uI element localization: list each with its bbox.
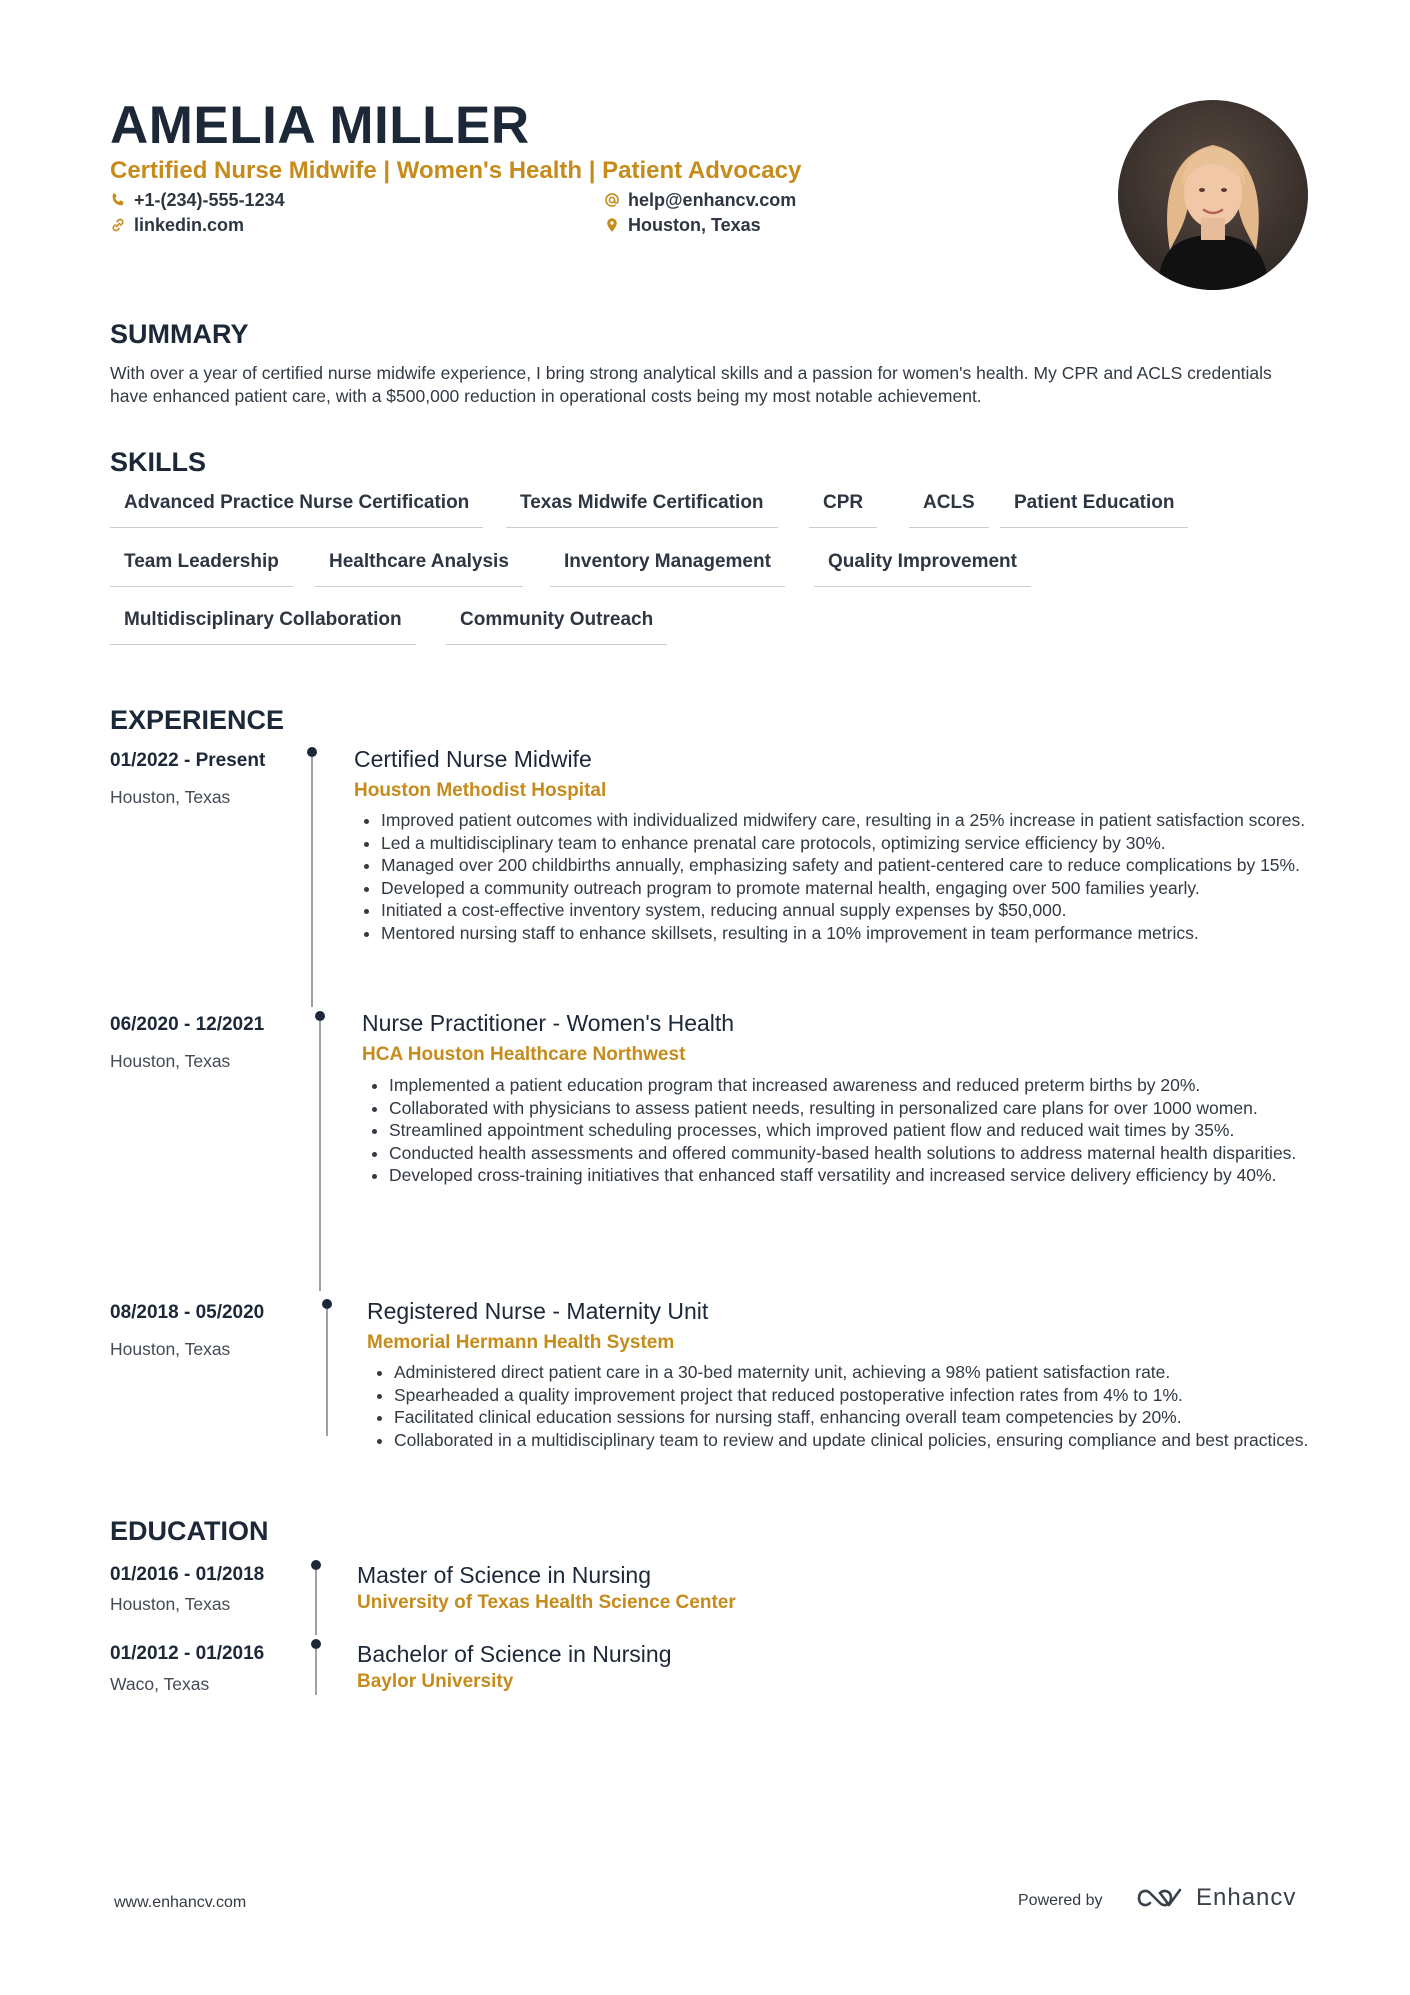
summary-text: With over a year of certified nurse midwife experience, I bring strong analytical skills and a passion for women's health. My CPR and ACLS credentials have enhanced patient care, with a $500,000 reduction in operational costs being my most notable achievement. (110, 363, 1272, 406)
skills-heading: SKILLS (110, 447, 207, 477)
contact-location (604, 214, 761, 236)
job-title: Registered Nurse - Maternity Unit (367, 1298, 709, 1324)
timeline-line (311, 757, 313, 1007)
job-bullets (362, 1074, 1339, 1187)
contact-phone (110, 189, 285, 211)
skill-tag: Multidisciplinary Collaboration (110, 608, 416, 645)
list-item: • Collaborated with physicians to assess patient needs, resulting in personalized care plans for over 1000 women. (389, 1097, 1339, 1120)
timeline-line (315, 1570, 317, 1635)
skill-tag: Team Leadership (110, 550, 293, 587)
candidate-name: AMELIA MILLER (110, 96, 530, 155)
skill-tag: Healthcare Analysis (315, 550, 523, 587)
education-dates: 01/2016 - 01/2018 (110, 1564, 265, 1585)
list-item: • Developed a community outreach program to promote maternal health, engaging over 500 families yearly. (381, 877, 1331, 900)
list-item: • Administered direct patient care in a 30-bed maternity unit, achieving a 98% patient satisfaction rate. (394, 1361, 1314, 1384)
list-item: • Mentored nursing staff to enhance skillsets, resulting in a 10% improvement in team performance metrics. (381, 922, 1331, 945)
link-icon (110, 217, 126, 233)
job-dates: 06/2020 - 12/2021 (110, 1014, 265, 1035)
timeline-dot (322, 1299, 332, 1309)
location-text: Houston, Texas (628, 215, 761, 235)
job-dates: 01/2022 - Present (110, 750, 266, 771)
list-item: • Developed cross-training initiatives that enhanced staff versatility and increased service delivery efficiency by 40%. (389, 1164, 1339, 1187)
location-pin-icon (604, 217, 620, 233)
job-company: Memorial Hermann Health System (367, 1332, 675, 1353)
list-item: • Collaborated in a multidisciplinary team to review and update clinical policies, ensuring compliance and best practices. (394, 1429, 1314, 1452)
list-item: • Improved patient outcomes with individualized midwifery care, resulting in a 25% increase in patient satisfaction scores. (381, 809, 1331, 832)
timeline-dot (311, 1560, 321, 1570)
timeline-dot (307, 747, 317, 757)
education-school: University of Texas Health Science Center (357, 1592, 736, 1613)
at-sign-icon (604, 192, 620, 208)
job-company: Houston Methodist Hospital (354, 780, 607, 801)
skill-tag: ACLS (909, 491, 989, 528)
linkedin-text[interactable]: linkedin.com (134, 215, 245, 235)
job-bullets (367, 1361, 1314, 1451)
timeline-dot (315, 1011, 325, 1021)
skill-tag: CPR (809, 491, 877, 528)
job-title: Certified Nurse Midwife (354, 746, 592, 772)
email-text[interactable]: help@enhancv.com (628, 190, 797, 210)
summary-heading: SUMMARY (110, 319, 249, 349)
timeline-line (319, 1021, 321, 1291)
list-item: • Managed over 200 childbirths annually, emphasizing safety and patient-centered care to reduce complications by 15%. (381, 854, 1331, 877)
list-item: • Spearheaded a quality improvement project that reduced postoperative infection rates from 4% to 1%. (394, 1384, 1314, 1407)
list-item: • Facilitated clinical education sessions for nursing staff, enhancing overall team competencies by 20%. (394, 1406, 1314, 1429)
contact-email (604, 189, 796, 211)
list-item: • Initiated a cost-effective inventory system, reducing annual supply expenses by $50,000. (381, 899, 1331, 922)
job-title: Nurse Practitioner - Women's Health (362, 1010, 735, 1036)
timeline-dot (311, 1639, 321, 1649)
education-location: Houston, Texas (110, 1594, 231, 1614)
education-dates: 01/2012 - 01/2016 (110, 1643, 265, 1664)
job-location: Houston, Texas (110, 787, 231, 807)
list-item: • Led a multidisciplinary team to enhance prenatal care protocols, optimizing service efficiency by 30%. (381, 832, 1331, 855)
job-company: HCA Houston Healthcare Northwest (362, 1044, 686, 1065)
education-degree: Bachelor of Science in Nursing (357, 1641, 672, 1667)
skill-tag: Community Outreach (446, 608, 667, 645)
skill-tag: Texas Midwife Certification (506, 491, 778, 528)
profile-photo (1118, 100, 1308, 290)
list-item: • Conducted health assessments and offered community-based health solutions to address maternal health disparities. (389, 1142, 1339, 1165)
job-dates: 08/2018 - 05/2020 (110, 1302, 265, 1323)
skill-tag: Advanced Practice Nurse Certification (110, 491, 483, 528)
phone-icon (110, 192, 126, 208)
job-location: Houston, Texas (110, 1051, 231, 1071)
footer-powered-by: Powered by (1018, 1892, 1103, 1909)
skill-tag: Patient Education (1000, 491, 1188, 528)
footer-logo[interactable] (1136, 1884, 1296, 1912)
contact-linkedin (110, 214, 244, 236)
education-heading: EDUCATION (110, 1516, 269, 1546)
job-bullets (354, 809, 1331, 944)
footer-website[interactable]: www.enhancv.com (114, 1894, 247, 1911)
education-school: Baylor University (357, 1671, 514, 1692)
candidate-headline: Certified Nurse Midwife | Women's Health | Patient Advocacy (110, 157, 802, 184)
list-item: • Streamlined appointment scheduling processes, which improved patient flow and reduced wait times by 35%. (389, 1119, 1339, 1142)
job-location: Houston, Texas (110, 1339, 231, 1359)
skill-tag: Inventory Management (550, 550, 785, 587)
education-degree: Master of Science in Nursing (357, 1562, 652, 1588)
footer-brand: Enhancv (1196, 1884, 1297, 1911)
education-location: Waco, Texas (110, 1674, 210, 1694)
experience-heading: EXPERIENCE (110, 705, 285, 735)
phone-text[interactable]: +1-(234)-555-1234 (134, 190, 285, 210)
enhancv-logo-icon (1136, 1885, 1184, 1911)
timeline-line (326, 1309, 328, 1436)
list-item: • Implemented a patient education program that increased awareness and reduced preterm births by 20%. (389, 1074, 1339, 1097)
skill-tag: Quality Improvement (814, 550, 1031, 587)
timeline-line (315, 1649, 317, 1695)
